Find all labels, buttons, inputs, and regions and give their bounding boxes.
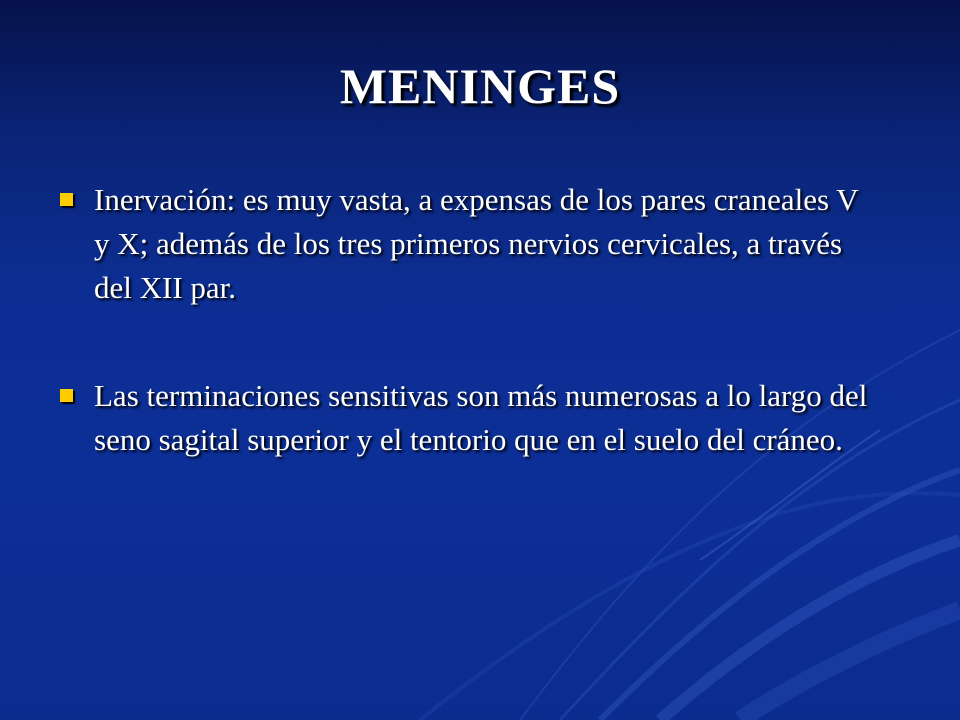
- bullet-text: Las terminaciones sensitivas son más numerosas a lo largo del seno sagital superior y el tentorio que en el suelo del cráneo.: [94, 378, 868, 457]
- bullet-item-terminaciones: [58, 374, 878, 462]
- bullet-text: Inervación: es muy vasta, a expensas de los pares craneales V y X; además de los tres primeros nervios cervicales, a través del XII par.: [94, 182, 859, 305]
- bullet-item-inervacion: [58, 178, 878, 310]
- slide-title: MENINGES: [339, 58, 621, 114]
- bullet-list: [58, 178, 878, 526]
- square-bullet-icon: [60, 193, 73, 206]
- square-bullet-icon: [60, 389, 73, 402]
